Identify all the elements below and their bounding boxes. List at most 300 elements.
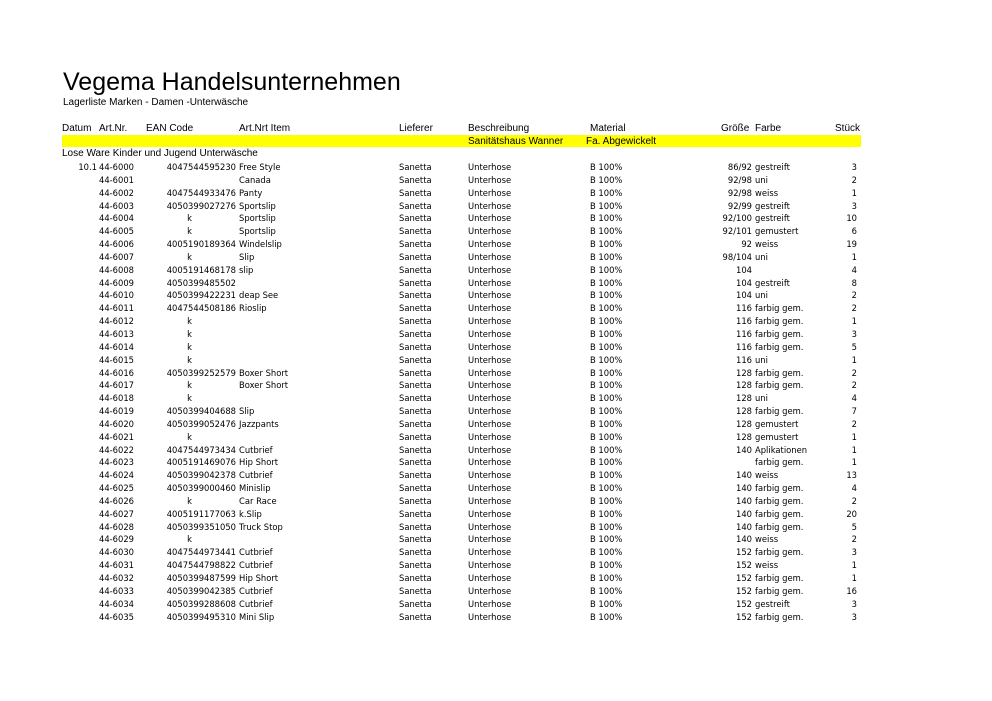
cell-art-nr: 44-6020 xyxy=(99,418,134,429)
cell-art-nr: 44-6012 xyxy=(99,316,134,327)
cell-groesse: 140 xyxy=(736,521,752,532)
cell-lieferer: Sanetta xyxy=(399,341,432,352)
cell-lieferer: Sanetta xyxy=(399,162,432,172)
header-farbe: Farbe xyxy=(755,123,782,134)
cell-farbe: farbig gem. xyxy=(755,611,804,622)
cell-item: Hip Short xyxy=(239,573,279,583)
cell-lieferer: Sanetta xyxy=(399,200,432,211)
cell-farbe: uni xyxy=(755,290,768,301)
cell-item: Panty xyxy=(239,187,263,198)
cell-stueck: 19 xyxy=(846,239,857,250)
cell-ean-code: k xyxy=(187,213,192,224)
cell-ean-code: 4050399000460 xyxy=(166,483,236,494)
cell-groesse: 152 xyxy=(736,611,752,622)
cell-item: Rioslip xyxy=(239,303,267,314)
cell-art-nr: 44-6003 xyxy=(99,200,134,211)
cell-art-nr: 44-6007 xyxy=(99,251,134,262)
stock-table-body xyxy=(0,161,992,623)
cell-groesse: 104 xyxy=(736,290,752,301)
cell-material: B 100% xyxy=(590,495,623,506)
table-row xyxy=(0,277,992,290)
cell-ean-code: k xyxy=(187,328,192,339)
cell-ean-code: 4050399052476 xyxy=(166,418,236,429)
cell-stueck: 2 xyxy=(851,174,857,185)
header-art-nr: Art.Nr. xyxy=(99,123,128,134)
cell-ean-code: 4047544973434 xyxy=(166,444,236,455)
cell-stueck: 3 xyxy=(851,547,857,558)
cell-stueck: 1 xyxy=(851,444,857,455)
table-row xyxy=(0,341,992,354)
cell-beschreibung: Unterhose xyxy=(468,200,512,211)
cell-art-nr: 44-6006 xyxy=(99,239,134,250)
cell-groesse: 128 xyxy=(736,393,752,404)
cell-groesse: 92/100 xyxy=(722,213,752,224)
cell-material: B 100% xyxy=(590,418,623,429)
cell-ean-code: k xyxy=(187,354,192,365)
cell-art-nr: 44-6014 xyxy=(99,341,134,352)
cell-art-nr: 44-6023 xyxy=(99,457,134,468)
cell-groesse: 92/99 xyxy=(727,200,752,211)
cell-item: Slip xyxy=(239,251,255,262)
cell-beschreibung: Unterhose xyxy=(468,239,512,250)
cell-stueck: 6 xyxy=(851,226,857,237)
table-row xyxy=(0,289,992,302)
cell-ean-code: k xyxy=(187,495,192,506)
table-row xyxy=(0,264,992,277)
cell-art-nr: 44-6021 xyxy=(99,431,134,442)
cell-datum: 10.1 xyxy=(78,162,97,172)
cell-item: Free Style xyxy=(239,162,281,172)
cell-groesse: 116 xyxy=(736,328,752,339)
cell-farbe: Aplikationen xyxy=(755,444,808,455)
cell-art-nr: 44-6034 xyxy=(99,598,134,609)
cell-item: Cutbrief xyxy=(239,598,273,609)
cell-stueck: 3 xyxy=(851,611,857,622)
cell-stueck: 5 xyxy=(851,521,857,532)
document-title: Vegema Handelsunternehmen xyxy=(63,68,401,96)
table-row xyxy=(0,367,992,380)
cell-farbe: farbig gem. xyxy=(755,585,804,596)
table-row xyxy=(0,302,992,315)
cell-ean-code: 4050399404688 xyxy=(166,406,236,417)
cell-farbe: farbig gem. xyxy=(755,406,804,417)
cell-stueck: 1 xyxy=(851,251,857,262)
cell-ean-code: 4050399252579 xyxy=(166,367,236,378)
cell-material: B 100% xyxy=(590,598,623,609)
cell-stueck: 2 xyxy=(851,418,857,429)
cell-item: Cutbrief xyxy=(239,585,273,596)
cell-beschreibung: Unterhose xyxy=(468,457,512,468)
cell-art-nr: 44-6015 xyxy=(99,354,134,365)
table-row xyxy=(0,546,992,559)
cell-ean-code: k xyxy=(187,341,192,352)
cell-material: B 100% xyxy=(590,560,623,571)
cell-item: Cutbrief xyxy=(239,444,273,455)
cell-art-nr: 44-6030 xyxy=(99,547,134,558)
table-row xyxy=(0,315,992,328)
cell-lieferer: Sanetta xyxy=(399,328,432,339)
table-row xyxy=(0,161,992,174)
cell-item: Sportslip xyxy=(239,200,276,211)
table-row xyxy=(0,444,992,457)
cell-groesse: 92/101 xyxy=(722,226,752,237)
table-row xyxy=(0,559,992,572)
cell-farbe: farbig gem. xyxy=(755,367,804,378)
cell-material: B 100% xyxy=(590,380,623,391)
header-beschreibung: Beschreibung xyxy=(468,123,530,134)
cell-stueck: 2 xyxy=(851,367,857,378)
cell-beschreibung: Unterhose xyxy=(468,495,512,506)
cell-groesse: 116 xyxy=(736,316,752,327)
cell-ean-code: 4050399027276 xyxy=(166,200,236,211)
cell-ean-code: k xyxy=(187,534,192,545)
cell-material: B 100% xyxy=(590,316,623,327)
cell-lieferer: Sanetta xyxy=(399,406,432,417)
cell-stueck: 1 xyxy=(851,431,857,442)
cell-stueck: 3 xyxy=(851,328,857,339)
cell-item: Slip xyxy=(239,406,255,417)
cell-beschreibung: Unterhose xyxy=(468,226,512,237)
cell-material: B 100% xyxy=(590,406,623,417)
cell-material: B 100% xyxy=(590,367,623,378)
cell-farbe: farbig gem. xyxy=(755,457,804,468)
cell-ean-code: 4047544973441 xyxy=(166,547,236,558)
cell-groesse: 92/98 xyxy=(727,174,752,185)
cell-material: B 100% xyxy=(590,251,623,262)
cell-material: B 100% xyxy=(590,393,623,404)
cell-groesse: 140 xyxy=(736,444,752,455)
cell-item: Jazzpants xyxy=(239,418,279,429)
cell-stueck: 2 xyxy=(851,495,857,506)
cell-beschreibung: Unterhose xyxy=(468,470,512,481)
cell-stueck: 4 xyxy=(851,393,857,404)
table-row xyxy=(0,469,992,482)
cell-stueck: 1 xyxy=(851,354,857,365)
cell-lieferer: Sanetta xyxy=(399,187,432,198)
cell-beschreibung: Unterhose xyxy=(468,444,512,455)
table-row xyxy=(0,598,992,611)
cell-material: B 100% xyxy=(590,174,623,185)
cell-lieferer: Sanetta xyxy=(399,495,432,506)
cell-stueck: 1 xyxy=(851,573,857,583)
cell-stueck: 3 xyxy=(851,598,857,609)
table-row xyxy=(0,431,992,444)
cell-stueck: 4 xyxy=(851,264,857,275)
cell-art-nr: 44-6009 xyxy=(99,277,134,288)
cell-stueck: 13 xyxy=(846,470,857,481)
cell-stueck: 16 xyxy=(846,585,857,596)
cell-art-nr: 44-6017 xyxy=(99,380,134,391)
cell-farbe: gestreift xyxy=(755,598,790,609)
cell-groesse: 140 xyxy=(736,508,752,519)
cell-lieferer: Sanetta xyxy=(399,573,432,583)
cell-beschreibung: Unterhose xyxy=(468,406,512,417)
cell-item: Sportslip xyxy=(239,226,276,237)
cell-groesse: 104 xyxy=(736,277,752,288)
cell-stueck: 3 xyxy=(851,162,857,172)
cell-material: B 100% xyxy=(590,328,623,339)
cell-item: Minislip xyxy=(239,483,271,494)
cell-stueck: 2 xyxy=(851,303,857,314)
cell-art-nr: 44-6019 xyxy=(99,406,134,417)
section-heading: Lose Ware Kinder und Jugend Unterwäsche xyxy=(62,148,258,159)
cell-item: Windelslip xyxy=(239,239,282,250)
cell-lieferer: Sanetta xyxy=(399,457,432,468)
cell-art-nr: 44-6011 xyxy=(99,303,134,314)
cell-beschreibung: Unterhose xyxy=(468,328,512,339)
cell-groesse: 152 xyxy=(736,585,752,596)
cell-farbe: farbig gem. xyxy=(755,380,804,391)
cell-material: B 100% xyxy=(590,200,623,211)
cell-item: deap See xyxy=(239,290,279,301)
cell-groesse: 92 xyxy=(741,239,752,250)
cell-farbe: gestreift xyxy=(755,200,790,211)
cell-art-nr: 44-6024 xyxy=(99,470,134,481)
cell-art-nr: 44-6004 xyxy=(99,213,134,224)
cell-beschreibung: Unterhose xyxy=(468,380,512,391)
cell-groesse: 128 xyxy=(736,367,752,378)
cell-ean-code: 4005191177063 xyxy=(166,508,236,519)
cell-beschreibung: Unterhose xyxy=(468,213,512,224)
cell-lieferer: Sanetta xyxy=(399,174,432,185)
cell-material: B 100% xyxy=(590,431,623,442)
cell-lieferer: Sanetta xyxy=(399,547,432,558)
cell-farbe: farbig gem. xyxy=(755,547,804,558)
table-row xyxy=(0,354,992,367)
cell-groesse: 140 xyxy=(736,470,752,481)
cell-lieferer: Sanetta xyxy=(399,521,432,532)
cell-item: Boxer Short xyxy=(239,380,289,391)
cell-beschreibung: Unterhose xyxy=(468,162,512,172)
cell-groesse: 128 xyxy=(736,418,752,429)
cell-groesse: 98/104 xyxy=(722,251,752,262)
cell-farbe: farbig gem. xyxy=(755,341,804,352)
cell-material: B 100% xyxy=(590,444,623,455)
cell-farbe: farbig gem. xyxy=(755,508,804,519)
cell-material: B 100% xyxy=(590,277,623,288)
cell-material: B 100% xyxy=(590,547,623,558)
cell-art-nr: 44-6025 xyxy=(99,483,134,494)
cell-stueck: 1 xyxy=(851,316,857,327)
cell-farbe: gestreift xyxy=(755,162,790,172)
table-header xyxy=(0,122,992,135)
cell-beschreibung: Unterhose xyxy=(468,573,512,583)
header-stueck: Stück xyxy=(835,123,861,134)
cell-groesse: 140 xyxy=(736,483,752,494)
cell-lieferer: Sanetta xyxy=(399,213,432,224)
cell-stueck: 20 xyxy=(846,508,857,519)
cell-ean-code: k xyxy=(187,380,192,391)
cell-ean-code: k xyxy=(187,226,192,237)
table-row xyxy=(0,585,992,598)
cell-art-nr: 44-6026 xyxy=(99,495,134,506)
cell-stueck: 4 xyxy=(851,483,857,494)
cell-groesse: 128 xyxy=(736,431,752,442)
cell-material: B 100% xyxy=(590,162,623,172)
cell-groesse: 86/92 xyxy=(727,162,752,172)
table-row xyxy=(0,521,992,534)
table-row xyxy=(0,611,992,624)
cell-stueck: 3 xyxy=(851,200,857,211)
cell-beschreibung: Unterhose xyxy=(468,174,512,185)
cell-farbe: farbig gem. xyxy=(755,303,804,314)
table-row xyxy=(0,392,992,405)
cell-material: B 100% xyxy=(590,521,623,532)
cell-ean-code: 4005190189364 xyxy=(166,239,236,250)
cell-beschreibung: Unterhose xyxy=(468,585,512,596)
cell-beschreibung: Unterhose xyxy=(468,598,512,609)
cell-stueck: 1 xyxy=(851,187,857,198)
cell-farbe: farbig gem. xyxy=(755,316,804,327)
cell-farbe: uni xyxy=(755,251,768,262)
cell-lieferer: Sanetta xyxy=(399,508,432,519)
cell-groesse: 152 xyxy=(736,560,752,571)
cell-item: k.Slip xyxy=(239,508,262,519)
table-row xyxy=(0,251,992,264)
cell-beschreibung: Unterhose xyxy=(468,521,512,532)
cell-groesse: 152 xyxy=(736,573,752,583)
cell-ean-code: 4047544798822 xyxy=(166,560,236,571)
cell-item: Cutbrief xyxy=(239,560,273,571)
cell-item: Canada xyxy=(239,174,271,185)
cell-stueck: 2 xyxy=(851,290,857,301)
table-row xyxy=(0,572,992,585)
table-row xyxy=(0,379,992,392)
cell-lieferer: Sanetta xyxy=(399,393,432,404)
cell-lieferer: Sanetta xyxy=(399,264,432,275)
cell-material: B 100% xyxy=(590,303,623,314)
table-row xyxy=(0,405,992,418)
cell-lieferer: Sanetta xyxy=(399,239,432,250)
cell-stueck: 1 xyxy=(851,457,857,468)
cell-farbe: uni xyxy=(755,393,768,404)
cell-lieferer: Sanetta xyxy=(399,585,432,596)
cell-item: Cutbrief xyxy=(239,470,273,481)
cell-groesse: 128 xyxy=(736,380,752,391)
table-row xyxy=(0,533,992,546)
cell-ean-code: 4050399042378 xyxy=(166,470,236,481)
cell-lieferer: Sanetta xyxy=(399,354,432,365)
cell-art-nr: 44-6032 xyxy=(99,573,134,583)
cell-art-nr: 44-6008 xyxy=(99,264,134,275)
cell-farbe: farbig gem. xyxy=(755,521,804,532)
cell-item: Boxer Short xyxy=(239,367,289,378)
cell-ean-code: 4005191468178 xyxy=(166,264,236,275)
cell-lieferer: Sanetta xyxy=(399,367,432,378)
cell-groesse: 116 xyxy=(736,354,752,365)
table-row xyxy=(0,508,992,521)
cell-material: B 100% xyxy=(590,226,623,237)
cell-art-nr: 44-6000 xyxy=(99,162,134,172)
cell-ean-code: 4050399422231 xyxy=(166,290,236,301)
cell-ean-code: 4050399495310 xyxy=(166,611,236,622)
cell-material: B 100% xyxy=(590,239,623,250)
cell-lieferer: Sanetta xyxy=(399,598,432,609)
cell-ean-code: 4050399042385 xyxy=(166,585,236,596)
cell-art-nr: 44-6002 xyxy=(99,187,134,198)
cell-beschreibung: Unterhose xyxy=(468,560,512,571)
cell-item: slip xyxy=(239,264,254,275)
cell-material: B 100% xyxy=(590,290,623,301)
cell-lieferer: Sanetta xyxy=(399,444,432,455)
cell-groesse: 152 xyxy=(736,547,752,558)
highlight-beschreibung: Sanitätshaus Wanner xyxy=(468,136,564,147)
cell-groesse: 92/98 xyxy=(727,187,752,198)
cell-art-nr: 44-6013 xyxy=(99,328,134,339)
table-row xyxy=(0,482,992,495)
cell-art-nr: 44-6016 xyxy=(99,367,134,378)
cell-ean-code: 4050399288608 xyxy=(166,598,236,609)
cell-ean-code: k xyxy=(187,393,192,404)
cell-art-nr: 44-6028 xyxy=(99,521,134,532)
cell-art-nr: 44-6010 xyxy=(99,290,134,301)
cell-material: B 100% xyxy=(590,508,623,519)
cell-beschreibung: Unterhose xyxy=(468,508,512,519)
cell-farbe: gestreift xyxy=(755,213,790,224)
cell-art-nr: 44-6005 xyxy=(99,226,134,237)
cell-material: B 100% xyxy=(590,483,623,494)
table-row xyxy=(0,212,992,225)
cell-lieferer: Sanetta xyxy=(399,316,432,327)
table-row xyxy=(0,456,992,469)
cell-lieferer: Sanetta xyxy=(399,560,432,571)
cell-ean-code: k xyxy=(187,431,192,442)
cell-stueck: 7 xyxy=(851,406,857,417)
table-row xyxy=(0,174,992,187)
cell-groesse: 152 xyxy=(736,598,752,609)
cell-beschreibung: Unterhose xyxy=(468,547,512,558)
cell-beschreibung: Unterhose xyxy=(468,367,512,378)
cell-ean-code: 4050399351050 xyxy=(166,521,236,532)
cell-material: B 100% xyxy=(590,187,623,198)
cell-item: Car Race xyxy=(239,495,277,506)
cell-lieferer: Sanetta xyxy=(399,380,432,391)
cell-art-nr: 44-6029 xyxy=(99,534,134,545)
table-row xyxy=(0,418,992,431)
cell-farbe: weiss xyxy=(755,560,779,571)
table-row xyxy=(0,238,992,251)
cell-groesse: 116 xyxy=(736,303,752,314)
cell-beschreibung: Unterhose xyxy=(468,277,512,288)
cell-beschreibung: Unterhose xyxy=(468,251,512,262)
table-row xyxy=(0,328,992,341)
cell-farbe: gemustert xyxy=(755,418,799,429)
cell-groesse: 104 xyxy=(736,264,752,275)
table-row xyxy=(0,187,992,200)
cell-material: B 100% xyxy=(590,341,623,352)
highlight-row xyxy=(62,135,861,147)
cell-material: B 100% xyxy=(590,534,623,545)
cell-lieferer: Sanetta xyxy=(399,483,432,494)
table-row xyxy=(0,225,992,238)
cell-ean-code: k xyxy=(187,316,192,327)
cell-lieferer: Sanetta xyxy=(399,611,432,622)
cell-stueck: 2 xyxy=(851,380,857,391)
header-art-nrt-item: Art.Nrt Item xyxy=(239,123,291,134)
cell-farbe: weiss xyxy=(755,239,779,250)
cell-material: B 100% xyxy=(590,264,623,275)
cell-farbe: farbig gem. xyxy=(755,483,804,494)
cell-lieferer: Sanetta xyxy=(399,251,432,262)
cell-ean-code: 4047544933476 xyxy=(166,187,236,198)
cell-farbe: farbig gem. xyxy=(755,495,804,506)
cell-art-nr: 44-6031 xyxy=(99,560,134,571)
cell-lieferer: Sanetta xyxy=(399,226,432,237)
cell-material: B 100% xyxy=(590,585,623,596)
table-row xyxy=(0,495,992,508)
cell-material: B 100% xyxy=(590,213,623,224)
cell-beschreibung: Unterhose xyxy=(468,393,512,404)
